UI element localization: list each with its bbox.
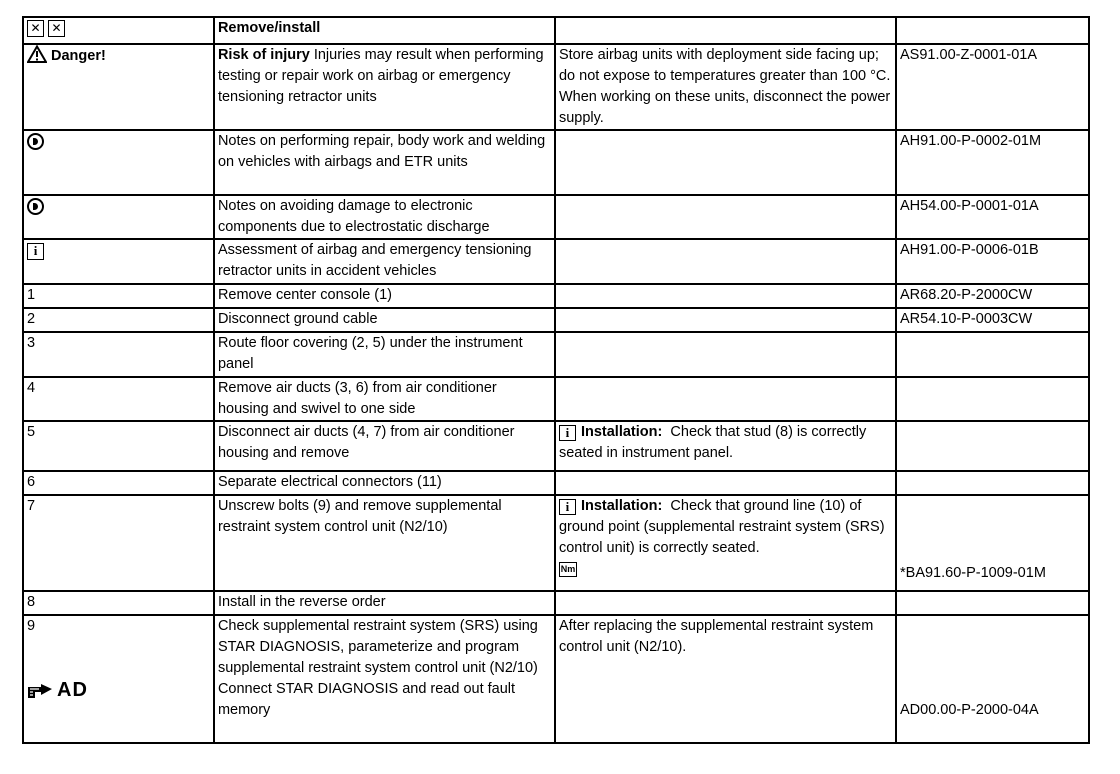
- installation-label: Installation:: [580, 498, 663, 514]
- warning-triangle-icon: [27, 45, 47, 63]
- note-ref[interactable]: AH54.00-P-0001-01A: [900, 198, 1039, 214]
- protect-icon: [27, 133, 44, 150]
- ad-label: AD: [57, 679, 88, 701]
- step-row: [23, 471, 1089, 495]
- step-row: [23, 495, 1089, 591]
- note-text: Notes on performing repair, body work and welding on vehicles with airbags and ETR units: [217, 133, 546, 170]
- danger-note: Store airbag units with deployment side facing up; do not expose to temperatures greater than 100 °C. When working on these units, disconnect the power supply.: [558, 47, 891, 126]
- procedure-table: [22, 16, 1090, 744]
- step-text: Separate electrical connectors (11): [217, 474, 442, 490]
- tool-icon: ✕: [27, 20, 44, 37]
- step-text: Disconnect air ducts (4, 7) from air conditioner housing and remove: [217, 424, 515, 461]
- tool-icon: ✕: [48, 20, 65, 37]
- step-number: 5: [27, 424, 36, 440]
- step-ref[interactable]: AR68.20-P-2000CW: [900, 287, 1033, 303]
- step-row: [23, 421, 1089, 471]
- step-number: 1: [27, 287, 36, 303]
- note-ref[interactable]: AH91.00-P-0002-01M: [900, 133, 1042, 149]
- installation-label: Installation:: [580, 424, 663, 440]
- step-row: [23, 377, 1089, 421]
- step-number: 6: [27, 474, 36, 490]
- header-icons-cell: [23, 17, 214, 44]
- step-text: Remove center console (1): [217, 287, 393, 303]
- step-number: 8: [27, 594, 36, 610]
- step-row: [23, 591, 1089, 615]
- installation-note: Check that ground line (10) of ground point (supplemental restraint system (SRS) control unit) is correctly seated.: [558, 498, 885, 556]
- step-text: Remove air ducts (3, 6) from air conditioner housing and swivel to one side: [217, 380, 497, 417]
- pointing-hand-icon: [27, 682, 53, 700]
- danger-row: [23, 44, 1089, 130]
- note-text: Assessment of airbag and emergency tensioning retractor units in accident vehicles: [217, 242, 532, 279]
- info-icon: i: [559, 425, 576, 441]
- protect-icon: [27, 198, 44, 215]
- danger-label-wrap: [27, 48, 106, 64]
- step-number: 7: [27, 498, 36, 514]
- step-text: Unscrew bolts (9) and remove supplemental restraint system control unit (N2/10): [217, 498, 502, 535]
- step-row: [23, 332, 1089, 377]
- step-number: 4: [27, 380, 36, 396]
- step-row: [23, 284, 1089, 308]
- note-row: [23, 130, 1089, 195]
- step-ref[interactable]: AR54.10-P-0003CW: [900, 311, 1033, 327]
- installation-note: Check that stud (8) is correctly seated in instrument panel.: [558, 424, 867, 461]
- step-number: 2: [27, 311, 36, 327]
- step-number: 9: [27, 618, 36, 634]
- step-row: [23, 615, 1089, 743]
- step-number: 3: [27, 335, 36, 351]
- header-row: [23, 17, 1089, 44]
- ad-marker: [27, 680, 210, 701]
- danger-ref[interactable]: AS91.00-Z-0001-01A: [900, 47, 1038, 63]
- torque-icon: Nm: [559, 562, 577, 577]
- step-ref[interactable]: *BA91.60-P-1009-01M: [900, 565, 1046, 581]
- step-ref[interactable]: AD00.00-P-2000-04A: [900, 702, 1039, 718]
- note-text: Notes on avoiding damage to electronic components due to electrostatic discharge: [217, 198, 490, 235]
- note-ref[interactable]: AH91.00-P-0006-01B: [900, 242, 1039, 258]
- info-icon: i: [559, 499, 576, 515]
- note-row: [23, 239, 1089, 284]
- page-title: Remove/install: [217, 20, 321, 36]
- step-text: Disconnect ground cable: [217, 311, 378, 327]
- step-text: Install in the reverse order: [217, 594, 386, 610]
- step-row: [23, 308, 1089, 332]
- note-row: [23, 195, 1089, 239]
- danger-title: Risk of injury: [217, 47, 310, 63]
- danger-text: Injuries may result when performing testing or repair work on airbag or emergency tensioning retractor units: [217, 47, 544, 105]
- header-title-cell: [214, 17, 555, 44]
- danger-label: Danger!: [51, 48, 106, 64]
- info-icon: i: [27, 243, 44, 260]
- step-text-secondary: Connect STAR DIAGNOSIS and read out fault memory: [217, 681, 516, 718]
- step-note: After replacing the supplemental restraint system control unit (N2/10).: [558, 618, 874, 655]
- step-text: Check supplemental restraint system (SRS) using STAR DIAGNOSIS, parameterize and program supplemental restraint system control unit (N2/10): [217, 618, 538, 676]
- step-text: Route floor covering (2, 5) under the instrument panel: [217, 335, 523, 372]
